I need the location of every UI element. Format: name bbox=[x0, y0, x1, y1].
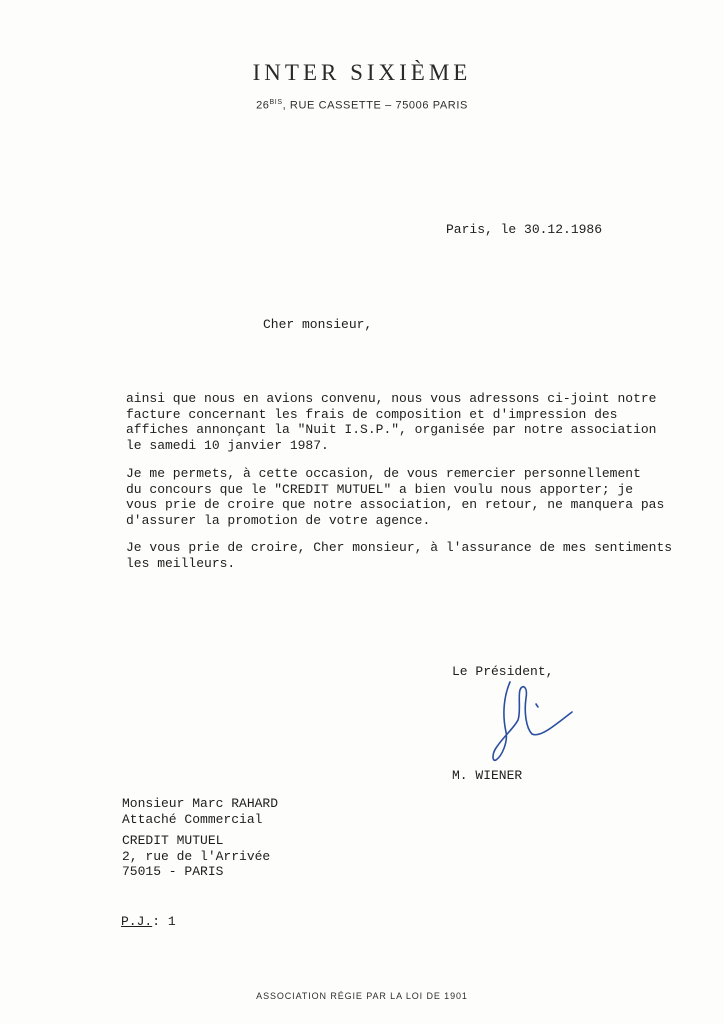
body-paragraph-2: Je me permets, à cette occasion, de vous remercier personnellement du concours que le "CREDIT MUTUEL" a bien voulu nous apporter; je vous prie de croire que notre association, en retour, ne manquera pas d'assurer la promotion de votre agence. bbox=[126, 466, 665, 528]
salutation: Cher monsieur, bbox=[263, 317, 373, 332]
recipient-address-block bbox=[122, 833, 270, 880]
enclosure-note bbox=[121, 914, 176, 930]
signature-mark bbox=[488, 676, 578, 766]
enclosure-count: : 1 bbox=[152, 914, 176, 929]
recipient-organization: CREDIT MUTUEL bbox=[122, 833, 224, 848]
recipient-position: Attaché Commercial bbox=[122, 811, 263, 827]
address-bis: BIS bbox=[269, 99, 283, 106]
letterhead-title: INTER SIXIÈME bbox=[252, 60, 472, 85]
recipient-city: 75015 - PARIS bbox=[122, 864, 224, 879]
recipient-street: 2, rue de l'Arrivée bbox=[122, 848, 271, 864]
letterhead-address bbox=[0, 99, 724, 112]
date-line: Paris, le 30.12.1986 bbox=[446, 222, 603, 237]
recipient-block bbox=[122, 796, 278, 827]
body-paragraph-3: Je vous prie de croire, Cher monsieur, à l'assurance de mes sentiments les meilleurs. bbox=[126, 540, 673, 571]
enclosure-label: P.J. bbox=[121, 914, 153, 929]
recipient-name: Monsieur Marc RAHARD bbox=[122, 796, 279, 811]
body-paragraph-1: ainsi que nous en avions convenu, nous vous adressons ci-joint notre facture concernant les frais de composition et d'impression des affiches annonçant la "Nuit I.S.P.", organisée par notre association le samedi 10 janvier 1987. bbox=[126, 391, 657, 453]
footer-legal-notice: ASSOCIATION RÉGIE PAR LA LOI DE 1901 bbox=[256, 991, 468, 1001]
signer-name: M. WIENER bbox=[452, 768, 523, 783]
address-street-city: , RUE CASSETTE – 75006 PARIS bbox=[282, 99, 468, 112]
closing-title: Le Président, bbox=[452, 664, 554, 679]
address-number: 26 bbox=[256, 99, 270, 112]
